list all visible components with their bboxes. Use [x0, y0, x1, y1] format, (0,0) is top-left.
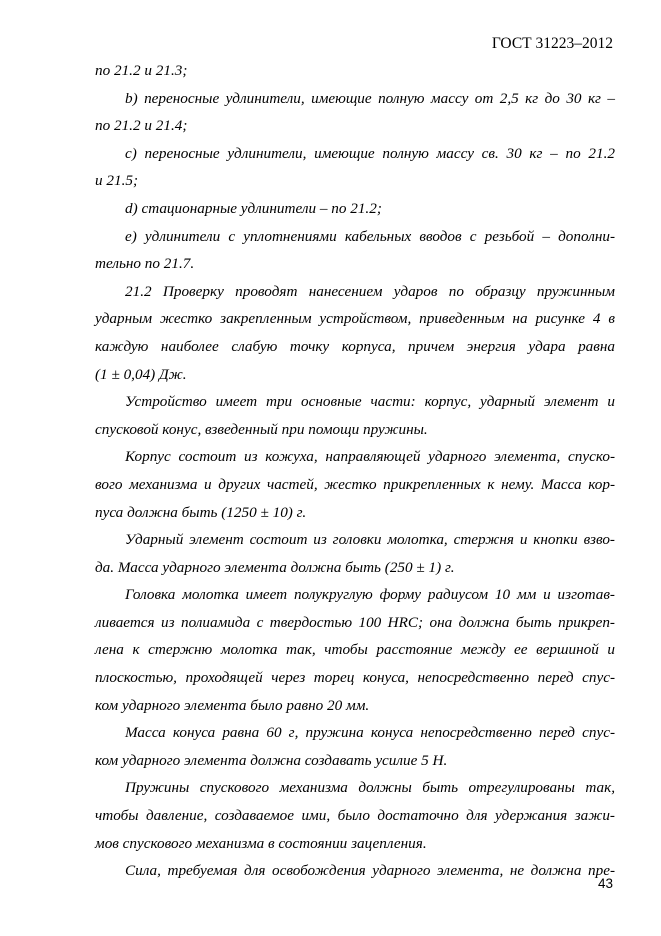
text-line: и 21.5; [95, 172, 139, 190]
text-line: пуса должна быть (1250 ± 10) г. [95, 503, 307, 521]
text-line: d) стационарные удлинители – по 21.2; [125, 199, 382, 217]
text-line: (1 ± 0,04) Дж. [95, 365, 187, 383]
text-line: Ударный элемент состоит из головки молотка, стержня и кнопки взво- [125, 531, 615, 549]
text-line: чтобы давление, создаваемое ими, было достаточно для удержания зажи- [95, 807, 615, 825]
body-text [95, 57, 615, 885]
text-line: 21.2 Проверку проводят нанесением ударов по образцу пружинным [125, 282, 615, 300]
text-line: тельно по 21.7. [95, 255, 195, 273]
text-line: плоскостью, проходящей через торец конуса, непосредственно перед спус- [95, 669, 615, 687]
text-line: c) переносные удлинители, имеющие полную массу св. 30 кг – по 21.2 [125, 144, 615, 162]
text-line: b) переносные удлинители, имеющие полную массу от 2,5 кг до 30 кг – [125, 89, 615, 107]
text-line: лена к стержню молотка так, чтобы расстояние между ее вершиной и [95, 641, 615, 659]
text-line: Головка молотка имеет полукруглую форму радиусом 10 мм и изготав- [125, 586, 615, 604]
text-line: ливается из полиамида с твердостью 100 HRC; она должна быть прикреп- [95, 613, 615, 631]
text-line: по 21.2 и 21.4; [95, 117, 188, 135]
text-line: ударным жестко закрепленным устройством, приведенным на рисунке 4 в [95, 310, 615, 328]
text-line: ком ударного элемента должна создавать усилие 5 Н. [95, 751, 448, 769]
text-line: Корпус состоит из кожуха, направляющей ударного элемента, спуско- [125, 448, 615, 466]
document-header: ГОСТ 31223–2012 [491, 35, 613, 52]
text-line: ком ударного элемента было равно 20 мм. [95, 696, 370, 714]
text-line: e) удлинители с уплотнениями кабельных вводов с резьбой – дополни- [125, 227, 615, 245]
text-line: Устройство имеет три основные части: корпус, ударный элемент и [125, 393, 615, 411]
text-line: вого механизма и других частей, жестко прикрепленных к нему. Масса кор- [95, 475, 615, 493]
text-line: мов спускового механизма в состоянии зацепления. [95, 834, 427, 852]
page-number: 43 [597, 876, 613, 891]
text-line: спусковой конус, взведенный при помощи пружины. [95, 420, 428, 438]
text-line: по 21.2 и 21.3; [95, 62, 188, 79]
text-line: Пружины спускового механизма должны быть отрегулированы так, [125, 779, 615, 797]
text-line: каждую наиболее слабую точку корпуса, причем энергия удара равна [95, 337, 615, 355]
text-line: Сила, требуемая для освобождения ударного элемента, не должна пре- [125, 862, 615, 880]
text-line: Масса конуса равна 60 г, пружина конуса непосредственно перед спус- [125, 724, 615, 742]
text-line: да. Масса ударного элемента должна быть (250 ± 1) г. [95, 558, 455, 576]
